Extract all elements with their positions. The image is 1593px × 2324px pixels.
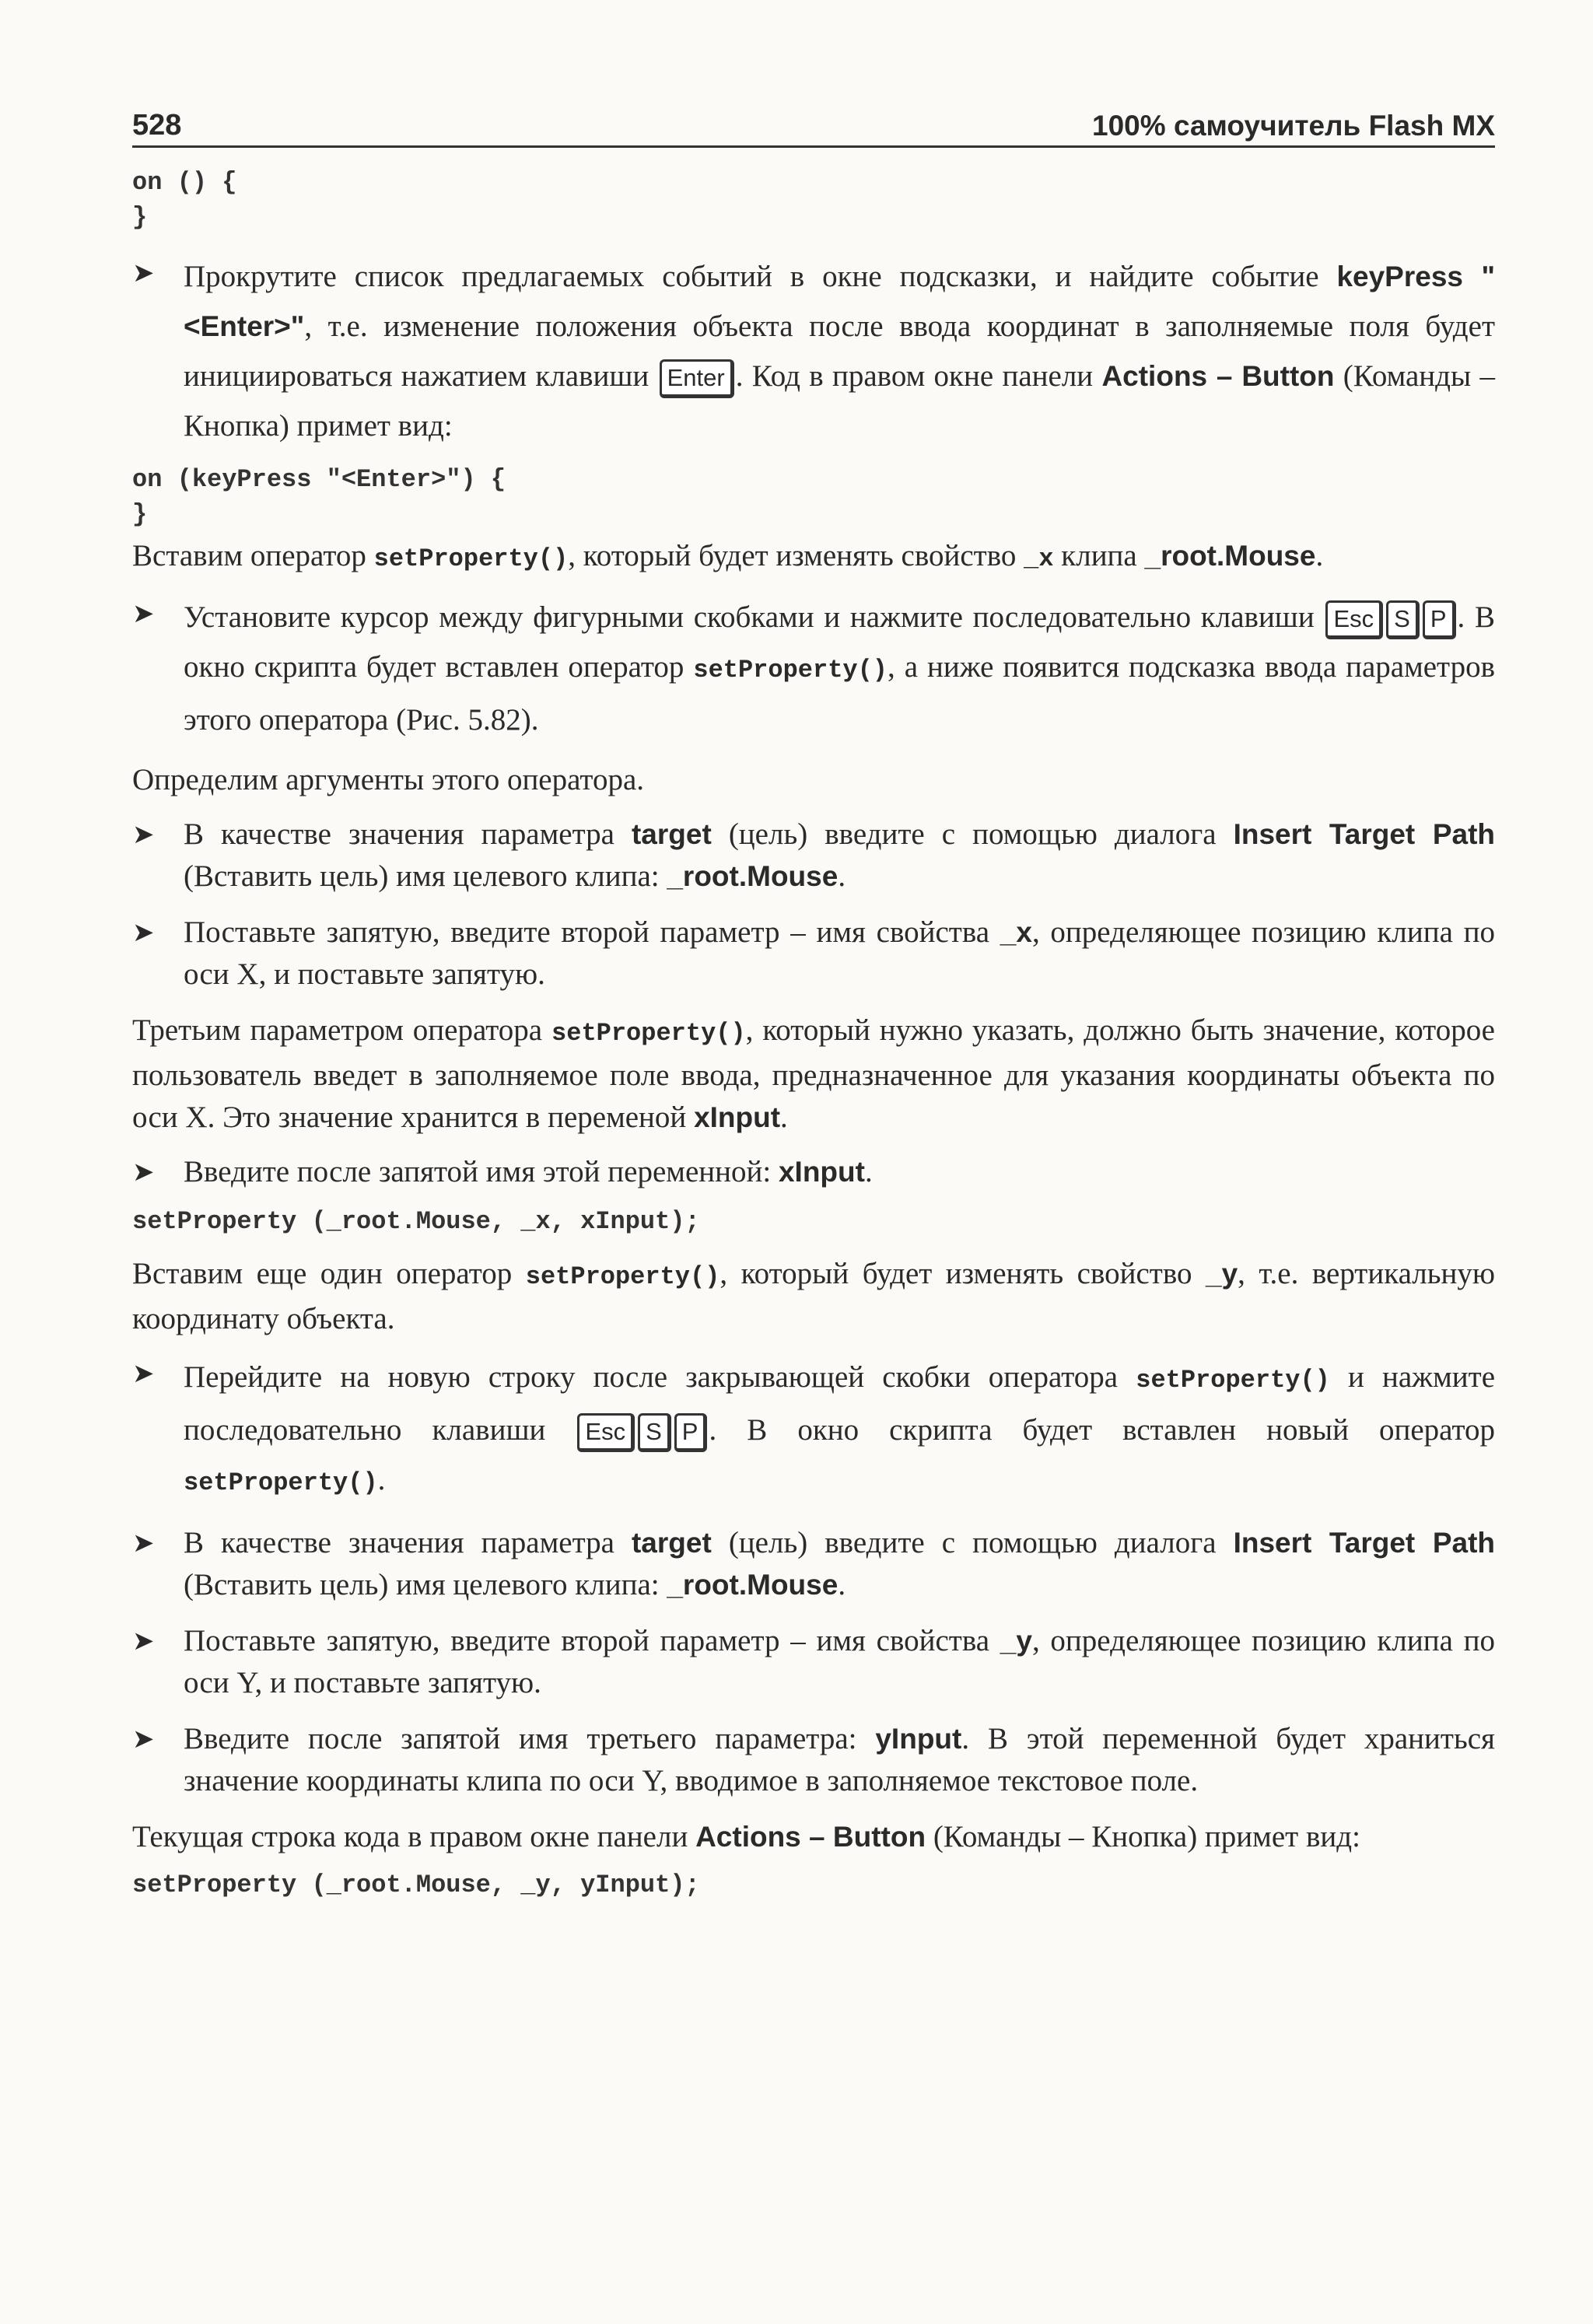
key-esc: Esc [1325, 600, 1383, 639]
code-line: } [132, 203, 148, 232]
bullet-arrow-icon: ➤ [132, 1358, 155, 1389]
code-line: } [132, 500, 148, 529]
list-item [132, 1151, 1495, 1193]
bullet-arrow-icon: ➤ [132, 1528, 155, 1559]
list-item [132, 1522, 1495, 1606]
list-item-text: Введите после запятой имя этой переменной: xInput. [184, 1155, 873, 1188]
bullet-arrow-icon: ➤ [132, 257, 155, 289]
list-item [132, 1718, 1495, 1802]
page-number: 528 [132, 109, 182, 142]
book-page [132, 109, 1495, 1906]
list-item [132, 1620, 1495, 1704]
bullet-arrow-icon: ➤ [132, 917, 155, 948]
bullet-arrow-icon: ➤ [132, 1724, 155, 1755]
code-line: setProperty (_root.Mouse, _y, yInput); [132, 1871, 700, 1899]
key-enter: Enter [660, 359, 734, 398]
list-item [132, 593, 1495, 745]
list-item-text: Прокрутите список предлагаемых событий в окне подсказки, и найдите событие keyPress "<Enter>", т.е. изменение положения объекта после ввода координат в заполняемые поля будет инициироваться нажатием клавиши Enter . Код в правом окне панели Actions – Button (Команды – Кнопка) примет вид: [184, 260, 1495, 443]
key-s: S [1386, 600, 1420, 639]
running-header [132, 109, 1495, 148]
key-esc: Esc [577, 1413, 635, 1452]
paragraph: Вставим еще один оператор setProperty(), который будет изменять свойство _y, т.е. вертикальную координату объекта. [132, 1257, 1495, 1335]
list-item-text: Установите курсор между фигурными скобками и нажмите последовательно клавиши Esc S P . В окно скрипта будет вставлен оператор setProperty(), а ниже появится подсказка ввода параметров этого оператора (Рис. 5.82). [184, 600, 1495, 737]
list-item-text: Перейдите на новую строку после закрывающей скобки оператора setProperty() и нажмите последовательно клавиши Esc S P . В окно скрипта будет вставлен новый оператор setProperty(). [184, 1360, 1496, 1497]
bullet-arrow-icon: ➤ [132, 1157, 155, 1188]
paragraph: Определим аргументы этого оператора. [132, 763, 645, 796]
code-line: on (keyPress "<Enter>") { [132, 465, 506, 494]
bullet-arrow-icon: ➤ [132, 1626, 155, 1657]
key-s: S [638, 1413, 671, 1452]
code-line: setProperty (_root.Mouse, _x, xInput); [132, 1207, 700, 1236]
key-p: P [674, 1413, 708, 1452]
list-item-text: Поставьте запятую, введите второй параметр – имя свойства _x, определяющее позицию клипа по оси X, и поставьте запятую. [184, 915, 1495, 991]
list-item-text: В качестве значения параметра target (цель) введите с помощью диалога Insert Target Path (Вставить цель) имя целевого клипа: _root.Mouse. [184, 817, 1495, 893]
list-item-text: В качестве значения параметра target (цель) введите с помощью диалога Insert Target Path (Вставить цель) имя целевого клипа: _root.Mouse. [184, 1526, 1495, 1601]
list-item [132, 252, 1495, 451]
paragraph: Третьим параметром оператора setProperty(), который нужно указать, должно быть значение, которое пользователь введет в заполняемое поле ввода, предназначенное для указания координаты объекта по оси X. Это значение хранится в переменой xInput. [132, 1013, 1495, 1134]
list-item [132, 912, 1495, 996]
key-p: P [1423, 600, 1456, 639]
code-line: on () { [132, 168, 237, 197]
paragraph: Текущая строка кода в правом окне панели Actions – Button (Команды – Кнопка) примет вид: [132, 1820, 1360, 1853]
list-item-text: Введите после запятой имя третьего параметра: yInput. В этой переменной будет храниться значение координаты клипа по оси Y, вводимое в заполняемое текстовое поле. [184, 1722, 1495, 1797]
list-item [132, 1353, 1495, 1508]
bullet-arrow-icon: ➤ [132, 819, 155, 850]
paragraph: Вставим оператор setProperty(), который будет изменять свойство _x клипа _root.Mouse. [132, 539, 1324, 573]
list-item-text: Поставьте запятую, введите второй параметр – имя свойства _y, определяющее позицию клипа по оси Y, и поставьте запятую. [184, 1624, 1495, 1699]
list-item [132, 814, 1495, 898]
book-title: 100% самоучитель Flash MX [1092, 110, 1495, 142]
bullet-arrow-icon: ➤ [132, 598, 155, 629]
